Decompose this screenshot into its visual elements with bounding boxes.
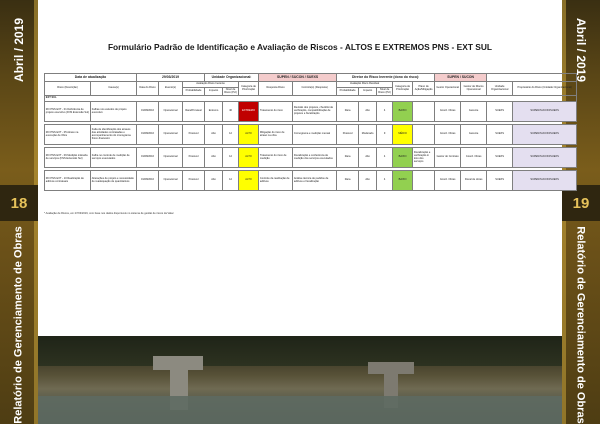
cell-gestor-risco: Coord. Obras	[461, 148, 487, 168]
left-sidebar	[0, 0, 38, 424]
cell-categoria-r: BAIXO	[393, 102, 413, 122]
cell-controles: Fiscalização e conferência de medição dos serviços executados	[293, 148, 337, 168]
right-report-title: Relatório de Gerenciamento de Obras	[575, 226, 588, 424]
cell-plano	[413, 102, 435, 122]
cell-gestor: Gestor do Contrato	[435, 148, 461, 168]
cell-evento: Operacional	[159, 125, 183, 145]
cell-categoria-r: MÉDIO	[393, 125, 413, 145]
risk-table	[44, 73, 577, 191]
cell-nivel: 12	[223, 125, 239, 145]
update-label: Data de atualização	[45, 74, 137, 82]
cell-impacto: Alto	[205, 125, 223, 145]
cell-categoria: ALTO	[239, 125, 259, 145]
cell-unidade: SUEXS	[487, 125, 513, 145]
col-controles: Controle(s) (Resposta)	[293, 82, 337, 96]
cell-proprietario: SUPEN/SUCON/SUEXS	[513, 171, 577, 191]
cell-resposta: Controle da realização de aditivos	[259, 171, 293, 191]
cell-nivel: 40	[223, 102, 239, 122]
cell-gestor-risco: Fiscal de obras	[461, 171, 487, 191]
cell-impacto: Alto	[205, 171, 223, 191]
table-row	[45, 102, 577, 122]
cell-impacto: Alto	[205, 148, 223, 168]
cell-prob-r: Rara	[337, 148, 359, 168]
footnote: * Avaliação de Riscos, em 27/03/2019, com base nos dados disponíveis no sistema de gestão de riscos da Valec	[44, 212, 174, 215]
col-plano: Plano de Ação/Mitigação	[413, 82, 435, 96]
dir-label: Diretor do Risco Inerente (dono do risco):	[337, 74, 435, 82]
cell-impacto: Extremo	[205, 102, 223, 122]
section-label: EXT SUL	[45, 96, 577, 102]
cell-evento: Operacional	[159, 102, 183, 122]
header-blank	[487, 74, 577, 82]
col-avaliacao-inerente: Avaliação Risco Inerente	[183, 82, 239, 88]
cell-nivel-r: 9	[377, 125, 393, 145]
unit-label: Unidade Organizacional:	[205, 74, 259, 82]
col-gestor: Gestor Operacional	[435, 82, 461, 96]
cell-data: 01/08/2016	[137, 148, 159, 168]
cell-impacto-r: Alto	[359, 148, 377, 168]
right-sidebar	[562, 0, 600, 424]
col-unidade: Unidade Organizacional	[487, 82, 513, 96]
cell-plano	[413, 125, 435, 145]
cell-controles: Revisão dos projetos, checklist de verificação, compatibilização de projetos e fiscalização	[293, 102, 337, 122]
cell-prob: Rara/Provável	[183, 102, 205, 122]
col-categoria-r: Categoria de Priorização	[393, 82, 413, 96]
construction-photo	[38, 336, 562, 424]
col-impacto: Impacto	[205, 88, 223, 96]
cell-prob: Possível	[183, 125, 205, 145]
cell-nivel-r: 4	[377, 171, 393, 191]
cell-categoria: ALTO	[239, 148, 259, 168]
cell-risco: RO PNS EXT - 09 Medição indevida de serviços (FNS Extensão Sul)	[45, 148, 91, 168]
unit-value: SUPEN / SUCON / SUEXS	[259, 74, 337, 82]
cell-plano: Fiscalização e verificação in loco dos serviços	[413, 148, 435, 168]
cell-categoria: ALTO	[239, 171, 259, 191]
table-row	[45, 125, 577, 145]
cell-resposta: Tratamento do risco	[259, 102, 293, 122]
cell-data: 01/08/2016	[137, 171, 159, 191]
cell-gestor: Coord. Obras	[435, 102, 461, 122]
header-row-mid	[45, 82, 577, 88]
cell-nivel: 12	[223, 171, 239, 191]
col-categoria: Categoria de Priorização	[239, 82, 259, 96]
left-month-label: Abril / 2019	[12, 17, 26, 83]
cell-gestor-risco: Gerente	[461, 125, 487, 145]
photo-bridge-pillar	[153, 356, 203, 370]
cell-nivel: 12	[223, 148, 239, 168]
cell-risco: RO PNS EXT - 10 Realização de aditivos contratuais	[45, 171, 91, 191]
left-page-number: 18	[0, 185, 38, 221]
cell-categoria-r: BAIXO	[393, 148, 413, 168]
cell-evento: Operacional	[159, 148, 183, 168]
cell-gestor: Coord. Obras	[435, 171, 461, 191]
col-evento: Evento(s)	[159, 82, 183, 96]
col-gestor-risco: Gestor de Riscos Operacional	[461, 82, 487, 96]
cell-resposta: Mitigação do risco de atraso na obra	[259, 125, 293, 145]
cell-impacto-r: Alto	[359, 102, 377, 122]
cell-prob-r: Rara	[337, 102, 359, 122]
cell-unidade: SUEXS	[487, 171, 513, 191]
cell-prob: Possível	[183, 171, 205, 191]
cell-nivel-r: 4	[377, 148, 393, 168]
col-nivel: Nível de Risco (PxI)	[223, 88, 239, 96]
cell-gestor-risco: Gerente	[461, 102, 487, 122]
cell-plano	[413, 171, 435, 191]
table-row	[45, 148, 577, 168]
photo-water	[38, 396, 562, 424]
cell-proprietario: SUPEN/SUCON/SUEXS	[513, 125, 577, 145]
cell-unidade: SUEXS	[487, 102, 513, 122]
cell-causa: Falha no controle de medição de serviços executados	[91, 148, 137, 168]
cell-proprietario: SUPEN/SUCON/SUEXS	[513, 148, 577, 168]
dir-value: SUPEN / SUCON	[435, 74, 487, 82]
photo-bridge-pillar-2	[368, 362, 414, 374]
cell-prob: Possível	[183, 148, 205, 168]
col-proprietario: Proprietário do Risco (Unidade Organizacional)	[513, 82, 577, 96]
cell-prob-r: Possível	[337, 125, 359, 145]
update-date: 29/03/2019	[137, 74, 205, 82]
cell-controles: Cronograma e medição mensal	[293, 125, 337, 145]
cell-proprietario: SUPEN/SUCON/SUEXS	[513, 102, 577, 122]
cell-categoria-r: BAIXO	[393, 171, 413, 191]
right-page-number: 19	[562, 185, 600, 221]
col-impacto-r: Impacto	[359, 88, 377, 96]
col-data-risco: Data do Risco	[137, 82, 159, 96]
cell-data: 01/08/2016	[137, 102, 159, 122]
col-resposta: Resposta Risco	[259, 82, 293, 96]
form-title: Formulário Padrão de Identificação e Avaliação de Riscos - ALTOS E EXTREMOS PNS - EXT SUL	[107, 42, 493, 52]
cell-nivel-r: 4	[377, 102, 393, 122]
cell-categoria: EXTREMO	[239, 102, 259, 122]
photo-treeline	[38, 336, 562, 366]
cell-resposta: Tratamento do risco de medição	[259, 148, 293, 168]
cell-impacto-r: Alto	[359, 171, 377, 191]
col-nivel-r: Nível de Risco (PxI)	[377, 88, 393, 96]
left-report-title: Relatório de Gerenciamento de Obras	[13, 226, 26, 424]
cell-impacto-r: Moderado	[359, 125, 377, 145]
col-prob: Probabilidade	[183, 88, 205, 96]
cell-data: 01/08/2016	[137, 125, 159, 145]
cell-unidade: SUEXS	[487, 148, 513, 168]
cell-risco: RO PNS EXT - 01 Deficiência de projeto executivo (FNS Extensão Sul)	[45, 102, 91, 122]
cell-causa: Falta de identificação dos atrasos das atividades contratadas e acompanhamento do cronograma físico-financeiro	[91, 125, 137, 145]
cell-prob-r: Rara	[337, 171, 359, 191]
col-causas: Causa(s)	[91, 82, 137, 96]
cell-causa: Alterações de projeto e necessidade de readequação de quantitativos	[91, 171, 137, 191]
cell-causa: Falhas nos estudos de projeto executivo	[91, 102, 137, 122]
col-avaliacao-residual: Avaliação Risco Residual	[337, 82, 393, 88]
cell-gestor: Coord. Obras	[435, 125, 461, 145]
table-row	[45, 171, 577, 191]
col-risco: Risco (Descrição)	[45, 82, 91, 96]
cell-risco: RO PNS EXT - 05 Atraso na execução de Obra	[45, 125, 91, 145]
cell-evento: Operacional	[159, 171, 183, 191]
right-month-label: Abril / 2019	[574, 17, 588, 83]
header-row-top	[45, 74, 577, 82]
col-prob-r: Probabilidade	[337, 88, 359, 96]
cell-controles: Análise técnica de pedidos de aditivos e fiscalização	[293, 171, 337, 191]
